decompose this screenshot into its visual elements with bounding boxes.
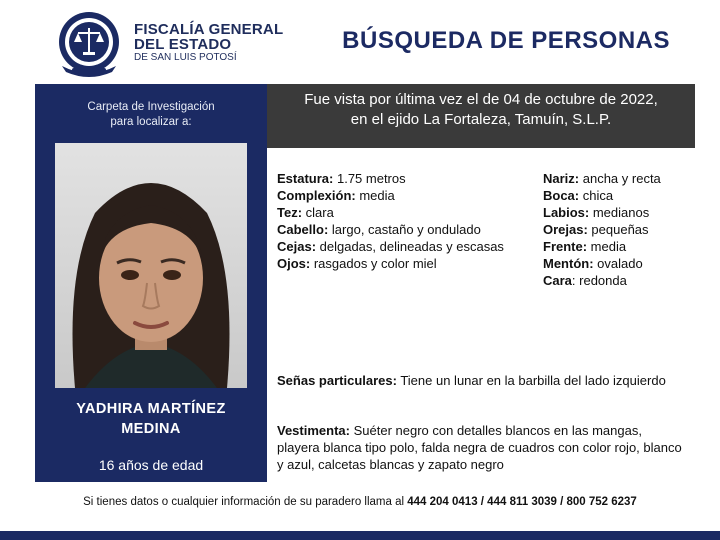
trait-value: medianos [589,205,650,220]
traits-left-column [277,170,537,272]
trait-value: clara [302,205,334,220]
agency-line-3: DE SAN LUIS POTOSÍ [134,52,237,63]
case-label-line-2: para localizar a: [110,116,192,128]
case-label [35,100,267,130]
contact-footer [0,496,720,508]
footer-text: Si tienes datos o cualquier información de su paradero llama al [83,496,408,508]
bottom-bar [0,531,720,540]
clothing-description [277,422,685,473]
trait-row [543,170,693,187]
person-photo [55,143,247,388]
distinguishing-marks [277,372,685,389]
marks-label: Señas particulares: [277,373,397,388]
trait-label: Labios: [543,205,590,220]
trait-value: media [355,188,395,203]
last-seen-banner [267,84,695,148]
page-title: BÚSQUEDA DE PERSONAS [342,27,670,54]
trait-row [277,255,537,272]
trait-value: ancha y recta [579,171,661,186]
clothing-label: Vestimenta: [277,423,350,438]
trait-label: Boca: [543,188,580,203]
trait-value: media [587,239,627,254]
trait-label: Tez: [277,205,303,220]
case-label-line-1: Carpeta de Investigación [87,101,215,113]
clothing-value: Suéter negro con detalles blancos en las mangas, playera blanca tipo polo, falda negra de cuadros con color rojo, blanco y azul, calcetas blancas y zapato negro [277,423,682,472]
physical-description [267,148,695,482]
trait-label: Cabello: [277,222,329,237]
trait-row [543,272,693,289]
phone-numbers: 444 204 0413 / 444 811 3039 / 800 752 6237 [407,496,637,508]
person-name-line-1: YADHIRA MARTÍNEZ [76,401,226,417]
person-age: 16 años de edad [98,457,204,473]
trait-value: largo, castaño y ondulado [328,222,481,237]
trait-label: Cara [543,273,572,288]
trait-row [277,204,537,221]
header [0,0,720,84]
person-panel [35,84,267,482]
trait-row [277,187,537,204]
person-name [35,399,267,439]
trait-value: ovalado [593,256,643,271]
trait-row [543,238,693,255]
trait-label: Ojos: [277,256,311,271]
trait-value: rasgados y color miel [310,256,437,271]
trait-value: 1.75 metros [333,171,406,186]
trait-label: Complexión: [277,188,356,203]
agency-line-1: FISCALÍA GENERAL [134,21,284,38]
trait-value: chica [579,188,614,203]
trait-row [277,238,537,255]
portrait-illustration [55,143,247,388]
trait-row [277,221,537,238]
trait-value: : redonda [571,273,627,288]
trait-row [277,170,537,187]
trait-label: Cejas: [277,239,317,254]
trait-value: pequeñas [587,222,649,237]
state-seal-logo [50,8,128,80]
agency-line-2: DEL ESTADO [134,36,232,53]
marks-value: Tiene un lunar en la barbilla del lado izquierdo [396,373,666,388]
trait-label: Orejas: [543,222,588,237]
person-name-line-2: MEDINA [121,421,181,437]
agency-name [134,22,283,64]
trait-value: delgadas, delineadas y escasas [316,239,504,254]
trait-row [543,204,693,221]
trait-row [543,187,693,204]
trait-label: Nariz: [543,171,580,186]
trait-row [543,221,693,238]
trait-label: Frente: [543,239,588,254]
trait-label: Mentón: [543,256,594,271]
traits-right-column [543,170,693,289]
last-seen-line-2: en el ejido La Fortaleza, Tamuín, S.L.P. [350,111,612,128]
last-seen-line-1: Fue vista por última vez el de 04 de octubre de 2022, [304,91,658,108]
trait-row [543,255,693,272]
trait-label: Estatura: [277,171,334,186]
